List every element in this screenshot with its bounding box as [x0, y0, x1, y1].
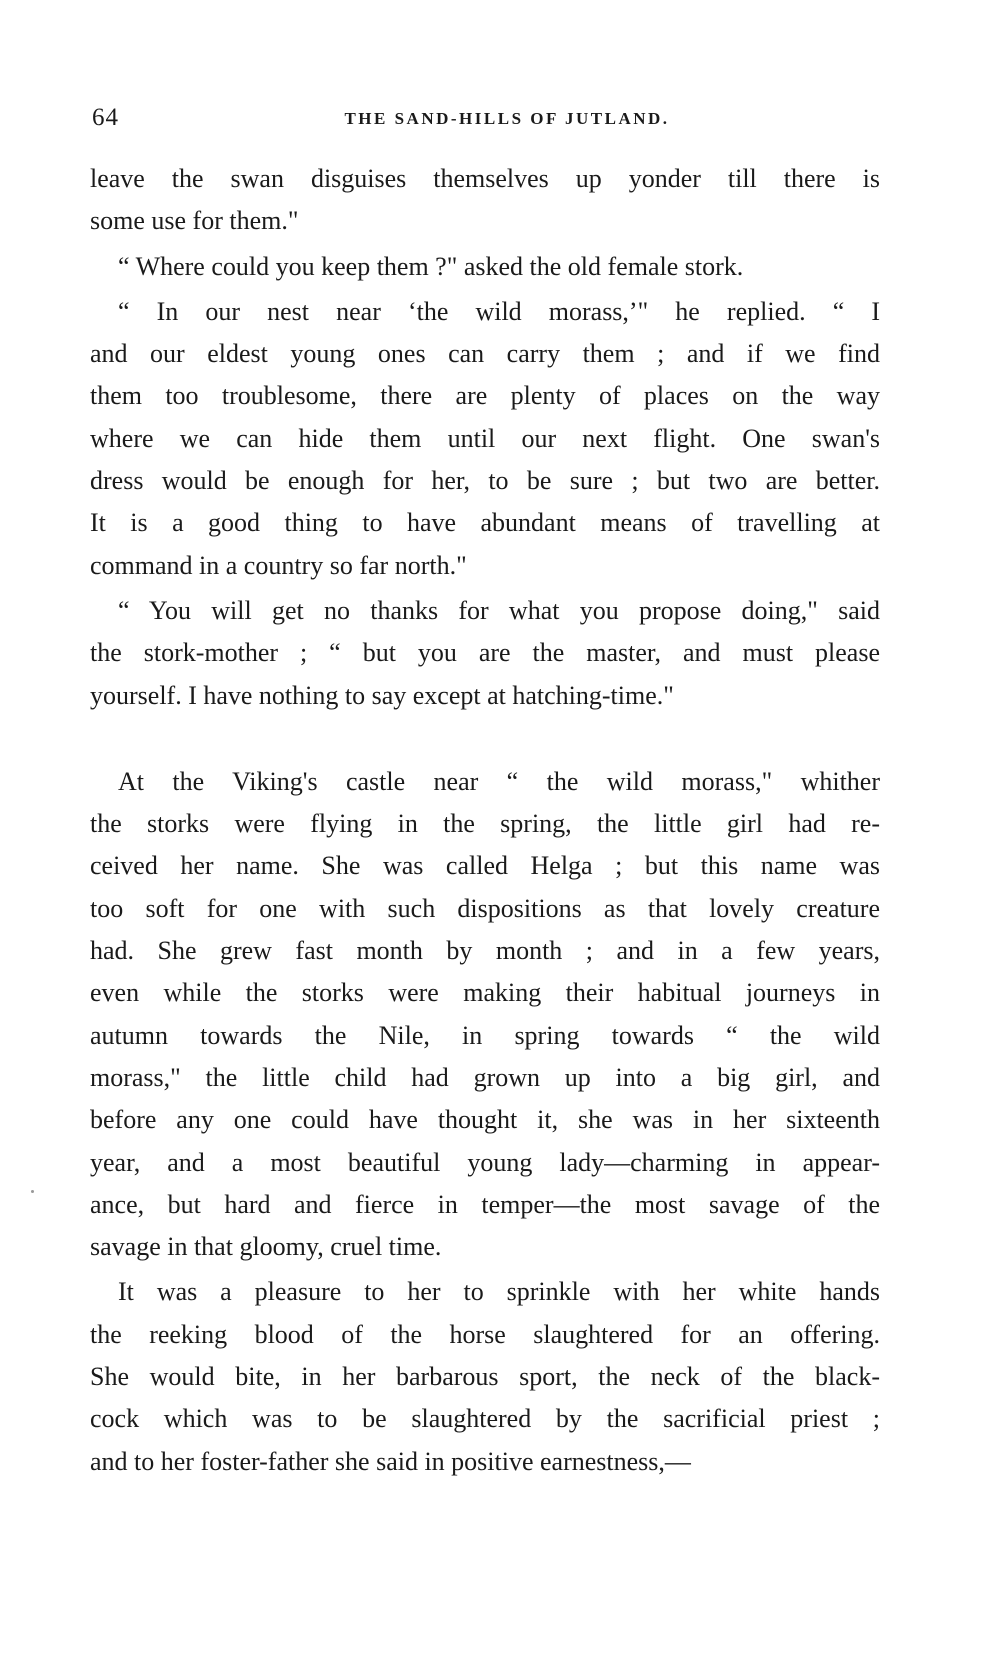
text-line: and our eldest young ones can carry them ; and if we find: [90, 339, 880, 369]
text-line: ance, but hard and fierce in temper—the most savage of the: [90, 1189, 880, 1219]
text-line: autumn towards the Nile, in spring towards “ the wild: [90, 1020, 880, 1050]
text-line: had. She grew fast month by month ; and in a few years,: [90, 936, 880, 966]
text-line: them too troublesome, there are plenty of places on the way: [90, 381, 880, 411]
paragraph: [90, 158, 880, 243]
body-text: [90, 158, 880, 1483]
text-line: “ In our nest near ‘the wild morass,’" he replied. “ I: [118, 296, 880, 326]
text-line: before any one could have thought it, she was in her sixteenth: [90, 1105, 880, 1135]
text-line: some use for them.": [90, 206, 299, 236]
text-line: morass," the little child had grown up into a big girl, and: [90, 1062, 880, 1092]
text-line: the stork-mother ; “ but you are the master, and must please: [90, 638, 880, 668]
text-line: even while the storks were making their habitual journeys in: [90, 978, 880, 1008]
text-line: At the Viking's castle near “ the wild morass," whither: [118, 766, 880, 796]
text-line: savage in that gloomy, cruel time.: [90, 1232, 442, 1262]
paper-speck: [31, 1190, 34, 1193]
text-line: the storks were flying in the spring, the little girl had re-: [90, 809, 880, 839]
text-line: ceived her name. She was called Helga ; but this name was: [90, 851, 880, 881]
text-line: the reeking blood of the horse slaughtered for an offering.: [90, 1319, 880, 1349]
running-title: THE SAND-HILLS OF JUTLAND.: [344, 109, 670, 128]
text-line: “ You will get no thanks for what you propose doing," said: [118, 595, 880, 625]
text-line: cock which was to be slaughtered by the sacrificial priest ;: [90, 1404, 880, 1434]
paragraph: [90, 590, 880, 717]
text-line: where we can hide them until our next flight. One swan's: [90, 423, 880, 453]
text-line: leave the swan disguises themselves up yonder till there is: [90, 164, 880, 193]
page-number: 64: [92, 104, 119, 131]
text-line: year, and a most beautiful young lady—charming in appear-: [90, 1147, 880, 1177]
paragraph: [90, 291, 880, 587]
text-line: It was a pleasure to her to sprinkle with her white hands: [118, 1277, 880, 1307]
paragraph: [90, 761, 880, 1269]
section-break: [90, 717, 880, 761]
text-line: command in a country so far north.": [90, 550, 467, 580]
paragraph: [90, 246, 880, 288]
paragraph: [90, 1271, 880, 1482]
text-line: dress would be enough for her, to be sure ; but two are better.: [90, 466, 880, 496]
page-header: [92, 104, 880, 144]
text-line: too soft for one with such dispositions as that lovely creature: [90, 893, 880, 923]
text-line: yourself. I have nothing to say except at hatching-time.": [90, 680, 674, 710]
text-line: It is a good thing to have abundant means of travelling at: [90, 508, 880, 538]
text-line: She would bite, in her barbarous sport, the neck of the black-: [90, 1362, 880, 1392]
text-line: “ Where could you keep them ?" asked the old female stork.: [118, 251, 744, 281]
text-line: and to her foster-father she said in positive earnestness,—: [90, 1446, 691, 1476]
